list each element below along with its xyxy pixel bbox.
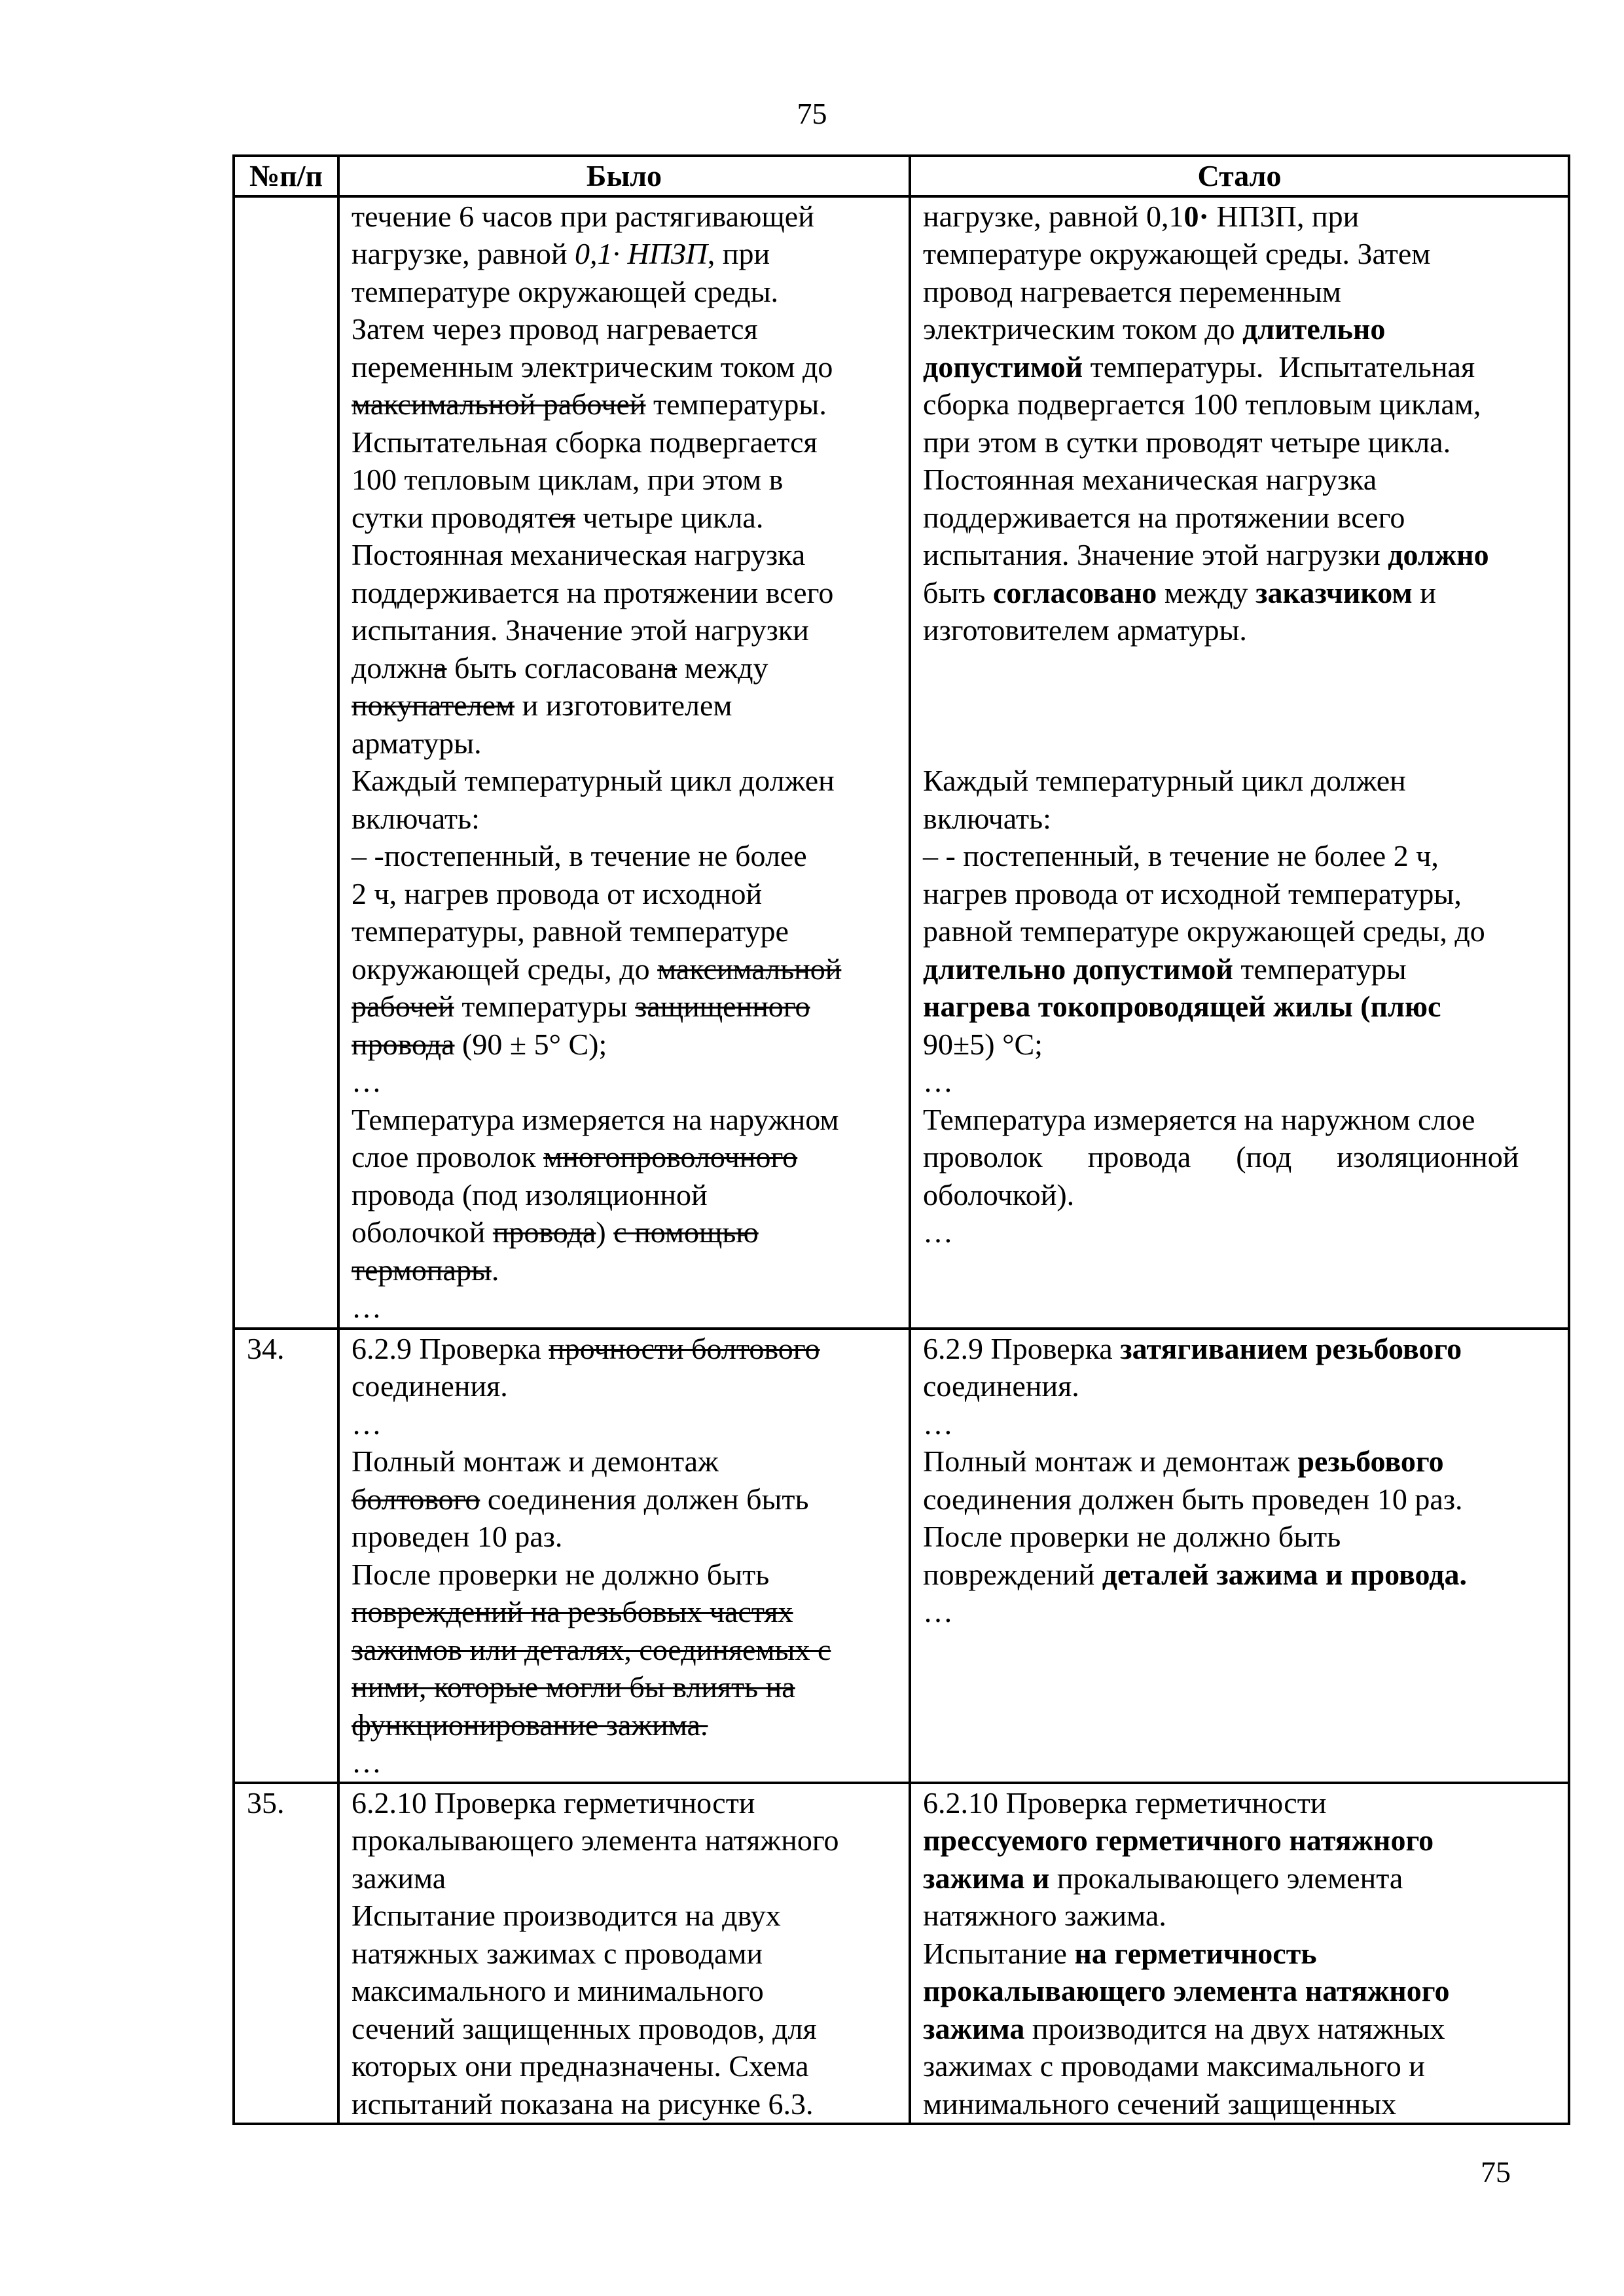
text-run: 6.2.10 Проверка герметичности bbox=[923, 1785, 1327, 1820]
added-text: должно bbox=[1388, 538, 1489, 571]
added-text: длительно допустимой bbox=[923, 952, 1233, 986]
text-line bbox=[352, 1518, 899, 1556]
text-run: проведен 10 раз. bbox=[352, 1520, 563, 1553]
deleted-text: защищенного bbox=[635, 990, 810, 1023]
text-run: Испытательная сборка подвергается bbox=[352, 425, 818, 459]
table-row bbox=[234, 1329, 1569, 1783]
text-run: Температура измеряется на наружном слое bbox=[923, 1102, 1475, 1136]
text-run: … bbox=[923, 1595, 953, 1628]
text-run: – - постепенный, в течение не более 2 ч, bbox=[923, 839, 1439, 872]
text-run: прокалывающего элемента натяжного bbox=[352, 1823, 839, 1857]
text-line bbox=[923, 348, 1559, 386]
text-run: 6.2.10 Проверка герметичности bbox=[352, 1785, 755, 1820]
deleted-text: функционирование зажима. bbox=[352, 1708, 708, 1742]
text-run: включать: bbox=[352, 801, 480, 835]
text-line bbox=[923, 1101, 1559, 1139]
deleted-text: с помощью bbox=[613, 1215, 759, 1249]
text-run: натяжных зажимах с проводами bbox=[352, 1936, 763, 1970]
text-run: и bbox=[1412, 575, 1436, 609]
text-line bbox=[923, 1176, 1559, 1214]
text-run: нагрузке, равной 0,1 bbox=[923, 199, 1184, 233]
deleted-text: рабочей bbox=[352, 990, 454, 1023]
deleted-text: зажимов или деталях, соединяемых с bbox=[352, 1632, 831, 1666]
text-line bbox=[923, 875, 1559, 913]
table-row bbox=[234, 1783, 1569, 2125]
text-line bbox=[352, 1213, 899, 1251]
text-run: ) bbox=[596, 1215, 614, 1249]
text-line bbox=[352, 611, 899, 649]
added-text: длительно bbox=[1242, 312, 1386, 346]
text-line bbox=[352, 1935, 899, 1973]
text-run: испытания. Значение этой нагрузки bbox=[352, 613, 809, 647]
text-line bbox=[923, 649, 1559, 687]
added-text: деталей зажима и провода. bbox=[1102, 1557, 1467, 1591]
text-line bbox=[352, 461, 899, 499]
text-run: … bbox=[923, 1065, 953, 1098]
deleted-text: болтового bbox=[352, 1482, 480, 1516]
text-run: включать: bbox=[923, 801, 1051, 835]
text-line bbox=[352, 950, 899, 988]
text-line bbox=[352, 1821, 899, 1859]
deleted-text: многопроволочного bbox=[543, 1140, 798, 1174]
deleted-text: покупателем bbox=[352, 689, 515, 722]
text-line bbox=[352, 1330, 899, 1368]
cell-was bbox=[338, 1329, 910, 1783]
text-run: сечений защищенных проводов, для bbox=[352, 2011, 817, 2045]
text-line bbox=[352, 2085, 899, 2123]
row-number: 34. bbox=[234, 1329, 338, 1783]
text-run: соединения должен быть bbox=[480, 1482, 809, 1516]
added-text: зажима и bbox=[923, 1861, 1050, 1895]
comparison-table bbox=[232, 154, 1570, 2125]
cell-was bbox=[338, 196, 910, 1329]
text-line bbox=[352, 649, 899, 687]
text-line bbox=[352, 1744, 899, 1782]
text-line bbox=[352, 1706, 899, 1744]
text-line bbox=[352, 1289, 899, 1327]
text-line bbox=[352, 1176, 899, 1214]
text-run: … bbox=[923, 1407, 953, 1441]
deleted-text: а bbox=[433, 651, 447, 685]
text-line bbox=[923, 1784, 1559, 1822]
text-run: и изготовителем bbox=[514, 689, 732, 722]
added-text: на герметичность bbox=[1074, 1936, 1317, 1970]
page-number-bottom: 75 bbox=[1481, 2155, 1511, 2189]
page-number-top: 75 bbox=[797, 97, 827, 130]
text-run: температуре окружающей среды. bbox=[352, 274, 778, 308]
text-run: Испытание производится на двух bbox=[352, 1899, 781, 1932]
text-run: быть согласован bbox=[446, 651, 664, 685]
text-run: течение 6 часов при растягивающей bbox=[352, 199, 814, 233]
text-line bbox=[923, 499, 1559, 537]
text-run: равной температуре окружающей среды, до bbox=[923, 914, 1485, 948]
added-text: резьбового bbox=[1297, 1444, 1444, 1478]
text-line bbox=[352, 1859, 899, 1897]
text-line bbox=[923, 1367, 1559, 1405]
text-line bbox=[923, 1026, 1559, 1064]
text-line bbox=[923, 574, 1559, 612]
deleted-text: провода bbox=[492, 1215, 596, 1249]
added-text: допустимой bbox=[923, 350, 1083, 384]
text-run: 2 ч, нагрев провода от исходной bbox=[352, 876, 763, 910]
text-line bbox=[923, 611, 1559, 649]
text-run: температуры. bbox=[645, 387, 827, 421]
text-run: соединения. bbox=[923, 1369, 1079, 1403]
text-line bbox=[352, 1405, 899, 1443]
text-line bbox=[352, 423, 899, 461]
deleted-text: максимальной рабочей bbox=[352, 387, 646, 421]
header-number: №п/п bbox=[234, 156, 338, 196]
text-line bbox=[923, 1138, 1559, 1176]
text-run: температуры bbox=[1233, 952, 1407, 986]
text-run: 6.2.9 Проверка bbox=[923, 1331, 1121, 1365]
text-run: Полный монтаж и демонтаж bbox=[923, 1444, 1298, 1478]
text-line bbox=[923, 2085, 1559, 2123]
text-run: Постоянная механическая нагрузка bbox=[923, 463, 1377, 496]
text-run: … bbox=[352, 1065, 382, 1098]
text-line bbox=[923, 1405, 1559, 1443]
text-run: … bbox=[923, 1215, 953, 1249]
text-run: минимального сечений защищенных bbox=[923, 2087, 1397, 2121]
text-line bbox=[923, 1443, 1559, 1480]
text-line bbox=[352, 386, 899, 423]
text-line bbox=[352, 800, 899, 838]
deleted-text: а bbox=[663, 651, 677, 685]
text-line bbox=[923, 1972, 1559, 2010]
text-run: испытания. Значение этой нагрузки bbox=[923, 538, 1388, 571]
added-text: заказчиком bbox=[1255, 575, 1413, 609]
text-line bbox=[923, 1821, 1559, 1859]
text-run: 90±5) °С; bbox=[923, 1027, 1043, 1061]
text-line bbox=[923, 2010, 1559, 2048]
text-run: Каждый температурный цикл должен bbox=[923, 764, 1406, 797]
text-line bbox=[923, 950, 1559, 988]
text-run: повреждений bbox=[923, 1557, 1102, 1591]
text-run: НПЗП, при bbox=[1208, 199, 1360, 233]
text-line bbox=[352, 725, 899, 762]
text-run: арматуры. bbox=[352, 726, 482, 760]
text-run: быть bbox=[923, 575, 993, 609]
text-run: сутки проводят bbox=[352, 500, 549, 534]
text-run: между bbox=[677, 651, 768, 685]
text-run: Температура измеряется на наружном bbox=[352, 1102, 839, 1136]
text-line bbox=[352, 1026, 899, 1064]
text-run: соединения должен быть проведен 10 раз. bbox=[923, 1482, 1463, 1516]
text-run: температуры bbox=[454, 990, 636, 1023]
text-run: Испытание bbox=[923, 1936, 1075, 1970]
text-run: Каждый температурный цикл должен bbox=[352, 764, 835, 797]
text-line bbox=[352, 1784, 899, 1822]
text-line bbox=[352, 348, 899, 386]
text-line bbox=[923, 386, 1559, 423]
text-line bbox=[352, 1556, 899, 1594]
cell-became bbox=[910, 196, 1569, 1329]
text-run: проволок провода (под изоляционной bbox=[923, 1140, 1519, 1174]
text-line bbox=[352, 2010, 899, 2048]
text-run: – -постепенный, в течение не более bbox=[352, 839, 807, 872]
text-line bbox=[923, 1063, 1559, 1101]
text-run: прокалывающего элемента bbox=[1049, 1861, 1403, 1895]
text-run: провод нагревается переменным bbox=[923, 274, 1341, 308]
text-line bbox=[352, 1367, 899, 1405]
text-line bbox=[923, 837, 1559, 875]
added-text: согласовано bbox=[992, 575, 1157, 609]
text-line bbox=[923, 725, 1559, 762]
text-line bbox=[352, 1593, 899, 1631]
text-run: оболочкой). bbox=[923, 1177, 1075, 1211]
row-number: 35. bbox=[234, 1783, 338, 2125]
text-line bbox=[352, 1480, 899, 1518]
text-line bbox=[923, 536, 1559, 574]
text-run: зажимах с проводами максимального и bbox=[923, 2049, 1425, 2083]
text-line bbox=[923, 273, 1559, 311]
text-run: 6.2.9 Проверка bbox=[352, 1331, 549, 1365]
added-text: затягиванием резьбового bbox=[1120, 1331, 1462, 1365]
text-line bbox=[352, 1101, 899, 1139]
text-line bbox=[923, 1593, 1559, 1631]
text-line bbox=[923, 1859, 1559, 1897]
text-run: испытаний показана на рисунке 6.3. bbox=[352, 2087, 814, 2121]
text-run: максимального и минимального bbox=[352, 1974, 764, 2007]
text-run: Постоянная механическая нагрузка bbox=[352, 538, 806, 571]
text-line bbox=[352, 762, 899, 800]
text-run: (90 ± 5° С); bbox=[454, 1027, 607, 1061]
text-line bbox=[352, 1138, 899, 1176]
text-line bbox=[352, 1443, 899, 1480]
text-line bbox=[352, 1668, 899, 1706]
text-line bbox=[923, 1518, 1559, 1556]
deleted-text: повреждений на резьбовых частях bbox=[352, 1595, 793, 1628]
deleted-text: ся bbox=[548, 500, 575, 534]
added-text: прессуемого герметичного натяжного bbox=[923, 1823, 1434, 1857]
text-run: нагрузке, равной bbox=[352, 237, 575, 270]
text-line bbox=[923, 1897, 1559, 1935]
text-line bbox=[352, 1972, 899, 2010]
text-line bbox=[352, 574, 899, 612]
text-run: между bbox=[1157, 575, 1256, 609]
text-run: … bbox=[352, 1407, 382, 1441]
text-line bbox=[352, 1063, 899, 1101]
text-line bbox=[923, 912, 1559, 950]
text-line bbox=[923, 687, 1559, 725]
text-line bbox=[923, 423, 1559, 461]
text-run: при этом в сутки проводят четыре цикла. bbox=[923, 425, 1451, 459]
text-run: которых они предназначены. Схема bbox=[352, 2049, 809, 2083]
text-run: зажима bbox=[352, 1861, 446, 1895]
text-line bbox=[352, 2047, 899, 2085]
cell-was bbox=[338, 1783, 910, 2125]
text-line bbox=[923, 1213, 1559, 1251]
text-run: производится на двух натяжных bbox=[1024, 2011, 1445, 2045]
header-became: Стало bbox=[910, 156, 1569, 196]
cell-became bbox=[910, 1329, 1569, 1783]
text-line bbox=[352, 687, 899, 725]
text-line bbox=[352, 1631, 899, 1669]
text-run: электрическим током до bbox=[923, 312, 1243, 346]
text-run: нагрев провода от исходной температуры, bbox=[923, 876, 1462, 910]
cell-became bbox=[910, 1783, 1569, 2125]
text-run: 0,1· НПЗП bbox=[574, 237, 708, 270]
text-line bbox=[923, 310, 1559, 348]
text-run: температуры, равной температуре bbox=[352, 914, 789, 948]
text-line bbox=[352, 310, 899, 348]
text-line bbox=[352, 235, 899, 273]
text-run: должн bbox=[352, 651, 434, 685]
added-text: прокалывающего элемента натяжного bbox=[923, 1974, 1450, 2007]
text-run: После проверки не должно быть bbox=[352, 1557, 770, 1591]
text-run: … bbox=[352, 1746, 382, 1779]
text-run: Полный монтаж и демонтаж bbox=[352, 1444, 719, 1478]
text-line bbox=[923, 235, 1559, 273]
text-run: температуры. Испытательная bbox=[1083, 350, 1475, 384]
deleted-text: ними, которые могли бы влиять на bbox=[352, 1670, 795, 1704]
text-run: … bbox=[352, 1291, 382, 1324]
text-line bbox=[352, 536, 899, 574]
text-line bbox=[923, 1935, 1559, 1973]
deleted-text: максимальной bbox=[657, 952, 842, 986]
text-line bbox=[923, 2047, 1559, 2085]
deleted-text: прочности болтового bbox=[549, 1331, 820, 1365]
text-line bbox=[352, 499, 899, 537]
text-line bbox=[352, 1897, 899, 1935]
text-line bbox=[352, 912, 899, 950]
text-run: слое проволок bbox=[352, 1140, 544, 1174]
text-run: . bbox=[491, 1253, 499, 1287]
text-run: четыре цикла. bbox=[575, 500, 764, 534]
row-number bbox=[234, 196, 338, 1329]
text-line bbox=[923, 461, 1559, 499]
text-line bbox=[923, 198, 1559, 236]
text-line bbox=[923, 988, 1559, 1026]
text-run: изготовителем арматуры. bbox=[923, 613, 1247, 647]
text-run: , при bbox=[707, 237, 770, 270]
text-run: соединения. bbox=[352, 1369, 508, 1403]
table-header-row bbox=[234, 156, 1569, 196]
added-text: зажима bbox=[923, 2011, 1025, 2045]
deleted-text: провода bbox=[352, 1027, 455, 1061]
text-run: натяжного зажима. bbox=[923, 1899, 1166, 1932]
text-run: 100 тепловым циклам, при этом в bbox=[352, 463, 784, 496]
text-run: оболочкой bbox=[352, 1215, 493, 1249]
text-line bbox=[923, 1480, 1559, 1518]
text-line bbox=[923, 762, 1559, 800]
text-line bbox=[352, 198, 899, 236]
text-run: поддерживается на протяжении всего bbox=[923, 500, 1405, 534]
text-run: окружающей среды, до bbox=[352, 952, 658, 986]
text-run: После проверки не должно быть bbox=[923, 1520, 1341, 1553]
text-line bbox=[352, 1251, 899, 1289]
added-text: нагрева токопроводящей жилы (плюс bbox=[923, 990, 1441, 1023]
table-row bbox=[234, 196, 1569, 1329]
text-line bbox=[923, 1330, 1559, 1368]
text-line bbox=[352, 837, 899, 875]
text-run: Затем через провод нагревается bbox=[352, 312, 758, 346]
added-text: 0· bbox=[1183, 199, 1209, 233]
header-was: Было bbox=[338, 156, 910, 196]
text-line bbox=[923, 1556, 1559, 1594]
text-run: сборка подвергается 100 тепловым циклам, bbox=[923, 387, 1481, 421]
text-line bbox=[352, 273, 899, 311]
text-run: провода (под изоляционной bbox=[352, 1177, 708, 1211]
text-run: поддерживается на протяжении всего bbox=[352, 575, 834, 609]
text-line bbox=[923, 800, 1559, 838]
deleted-text: термопары bbox=[352, 1253, 492, 1287]
text-run: температуре окружающей среды. Затем bbox=[923, 237, 1431, 270]
text-run: переменным электрическим током до bbox=[352, 350, 833, 384]
text-line bbox=[352, 988, 899, 1026]
text-line bbox=[352, 875, 899, 913]
